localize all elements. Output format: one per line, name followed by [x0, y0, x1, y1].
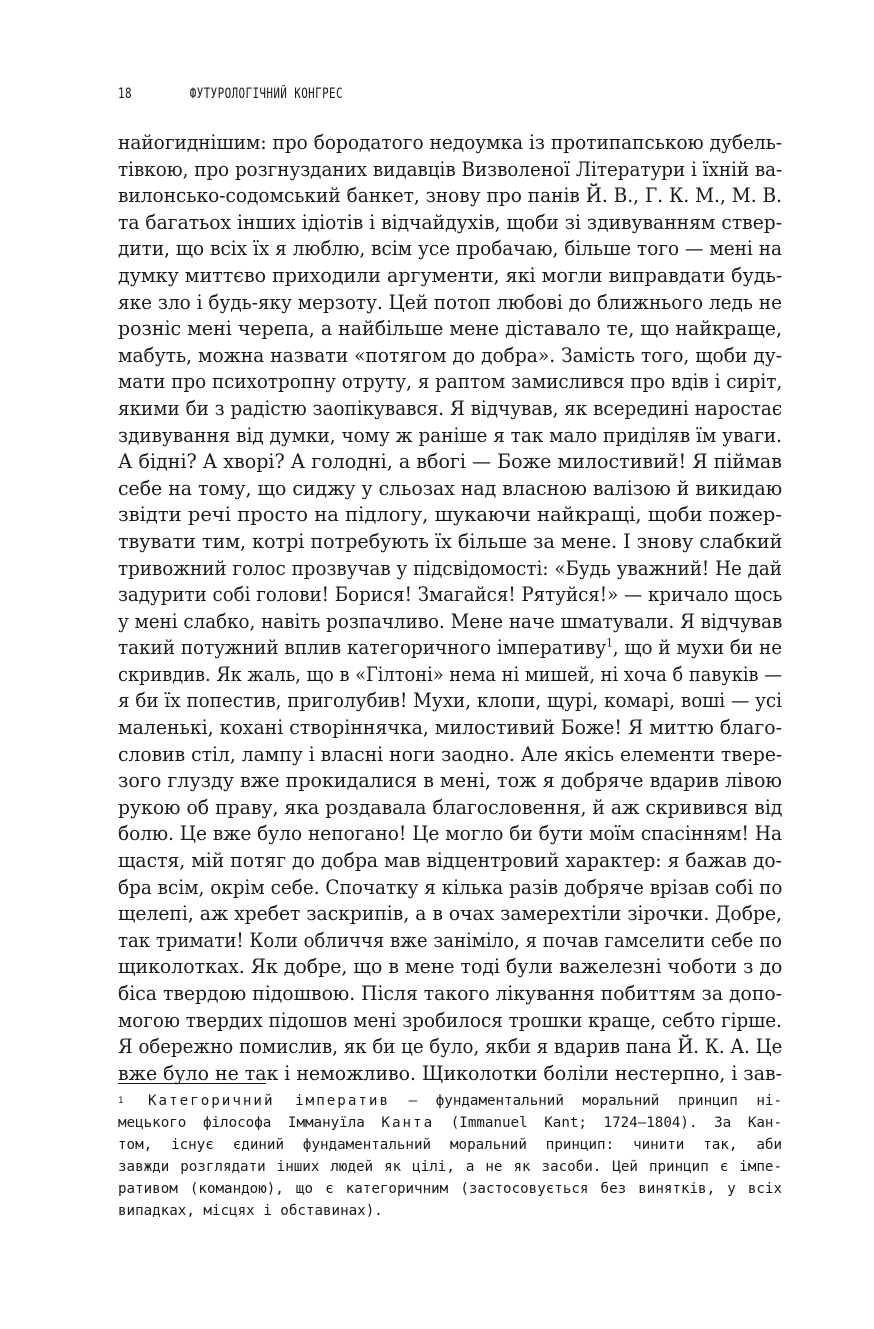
body-line: щастя, мій потяг до добра мав відцентровий характер: я бажав до- [118, 849, 782, 873]
body-line: думку миттєво приходили аргументи, які могли виправдати будь- [118, 263, 783, 287]
footnote-line: том, існує єдиний фундаментальний моральний принцип: чинити так, аби [118, 1137, 782, 1153]
page-number: 18 [118, 86, 132, 102]
footnote [118, 1090, 782, 1222]
body-line: здивування від думки, чому ж раніше я так мало приділяв їм уваги. [118, 423, 783, 447]
body-line: вилонсько-содомський банкет, знову про панів Й. В., Г. К. М., М. В. [118, 184, 782, 208]
body-line: щелепі, аж хребет заскрипів, а в очах замерехтіли зірочки. Добре, [118, 902, 782, 926]
body-line: Я обережно помислив, як би це було, якби я вдарив пана Й. К. А. Це [118, 1035, 783, 1059]
body-line: дити, що всіх їх я люблю, всім усе пробачаю, більше того — мені на [118, 237, 783, 261]
body-line: бра всім, окрім себе. Спочатку я кілька разів добряче врізав собі по [118, 875, 783, 899]
body-line: мабуть, можна назвати «потягом до добра». Замість того, щоби ду- [118, 343, 782, 367]
body-line-tail: , що й мухи би не [612, 636, 783, 660]
footnote-line: випадках, місцях і обставинах). [118, 1203, 383, 1219]
body-line: найогиднішим: про бородатого недоумка із протипапською дубель- [118, 131, 783, 154]
body-line: яке зло і будь-яку мерзоту. Цей потоп любові до ближнього ледь не [118, 290, 782, 314]
running-title: ФУТУРОЛОГІЧНИЙ КОНГРЕС [189, 86, 343, 102]
body-line: якими би з радістю заопікувався. Я відчував, як всередині наростає [118, 396, 783, 420]
body-line: у мені слабко, навіть розпачливо. Мене наче шматували. Я відчував [118, 609, 783, 633]
body-line: твувати тим, котрі потребують їх більше за мене. І знову слабкий [118, 529, 783, 553]
body-line: тривожний голос прозвучав у підсвідомості: «Будь уважний! Не дай [118, 556, 782, 580]
footnote-philosopher-name: Канта [381, 1115, 435, 1131]
body-line: та багатьох інших ідіотів і відчайдухів, щоби зі здивуванням ствер- [118, 210, 783, 234]
body-line: себе на тому, що сиджу у сльозах над власною валізою й викидаю [118, 476, 783, 500]
footnote-line: ративом (командою), що є категоричним (застосовується без винятків, у всіх [118, 1181, 782, 1197]
footnote-marker: 1 [118, 1096, 124, 1106]
footnote-separator [118, 1083, 266, 1084]
body-line: могою твердих підошов мені зробилося трошки краще, себто гірше. [118, 1008, 782, 1032]
body-line: біса твердою підошвою. Після такого лікування побиттям за допо- [118, 982, 782, 1005]
body-line: так тримати! Коли обличчя вже заніміло, я почав гамселити себе по [118, 928, 783, 952]
footnote-reference[interactable]: 1 [606, 636, 613, 650]
running-header [118, 86, 343, 102]
body-line-with-footnote-ref [118, 635, 782, 662]
body-text [118, 130, 782, 1087]
body-line: задурити собі голови! Борися! Змагайся! Рятуйся!» — кричало щось [118, 583, 783, 607]
footnote-line-rest: — фундаментальний моральний принцип ні- [389, 1093, 782, 1109]
footnote-line: завжди розглядати інших людей як цілі, а не як засоби. Цей принцип є імпе- [118, 1159, 782, 1175]
body-line: щиколотках. Як добре, що в мене тоді були важелезні чоботи з до [118, 955, 783, 979]
body-line-head: такий потужний вплив категоричного імперативу [118, 636, 607, 660]
body-line: зого глузду вже прокидалися в мені, тож я добряче вдарив лівою [118, 769, 783, 793]
body-line: маленькі, кохані створіннячка, милостивий Боже! Я миттю благо- [118, 716, 782, 740]
body-line: А бідні? А хворі? А голодні, а вбогі — Боже милостивий! Я піймав [118, 450, 783, 474]
body-line: я би їх попестив, приголубив! Мухи, клопи, щурі, комарі, воші — усі [118, 689, 783, 713]
footnote-line [118, 1090, 782, 1112]
body-line: тівкою, про розгнузданих видавців Визволеної Літератури і їхній ва- [118, 157, 783, 181]
body-line: болю. Це вже було непогано! Це могло би бути моїм спасінням! На [118, 822, 783, 846]
body-line: словив стіл, лампу і власні ноги заодно. Але якісь елементи твере- [118, 742, 783, 766]
body-line: скривдив. Як жаль, що в «Гілтоні» нема ні мишей, ні хоча б павуків — [118, 662, 782, 686]
body-line: розніс мені черепа, а найбільше мене діставало те, що найкраще, [118, 317, 783, 341]
footnote-term: Категоричний імператив [148, 1093, 390, 1109]
body-line: мати про психотропну отруту, я раптом замислився про вдів і сиріт, [118, 370, 783, 394]
footnote-line: мецького філософа Іммануїла Канта (Immanuel Kant; 1724–1804). За Кан- [118, 1115, 783, 1131]
body-line: звідти речі просто на підлогу, шукаючи найкращі, щоби пожер- [118, 503, 782, 527]
body-line: вже було не так і неможливо. Щиколотки боліли нестерпно, і зав- [118, 1061, 782, 1085]
body-line: рукою об праву, яка роздавала благословення, й аж скривився від [118, 795, 783, 819]
